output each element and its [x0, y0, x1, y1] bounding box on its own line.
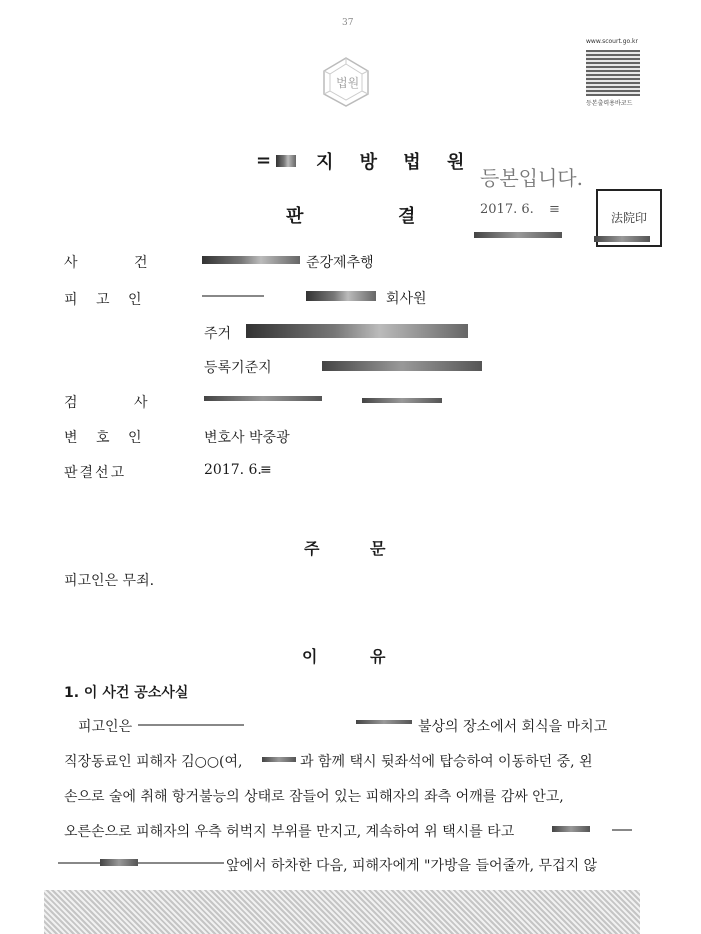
redacted-p4: [552, 826, 590, 832]
redacted-p5-b: [100, 859, 138, 866]
doc-type-left: 판: [286, 206, 304, 227]
order-title-left: 주: [304, 539, 320, 558]
p5: 앞에서 하차한 다음, 피해자에게 "가방을 들어줄까, 무겁지 않: [226, 858, 598, 874]
p4: 오른손으로 피해자의 우측 허벅지 부위를 만지고, 계속하여 위 택시를 타고: [64, 824, 515, 840]
redacted-prosecutor-1: [204, 396, 322, 401]
address-label: 주거: [204, 326, 232, 342]
order-title-right: 문: [370, 539, 386, 558]
verdict-date-value: 2017. 6.: [204, 462, 262, 478]
certified-stamp: 등본입니다.: [480, 166, 583, 190]
p1-start: 피고인은: [78, 719, 133, 735]
redacted-seal: [594, 236, 650, 242]
qr-caption: 등본출력용바코드: [586, 100, 633, 107]
seal-text: 法院印: [610, 211, 647, 225]
verdict-date-mark: ≡: [260, 462, 272, 478]
reasons-title-right: 유: [370, 647, 386, 666]
emblem-text: 법원: [336, 76, 360, 90]
redacted-registry: [322, 361, 482, 371]
scan-mark: 37: [342, 18, 354, 28]
redacted-court: [276, 155, 296, 167]
redacted-address: [246, 324, 468, 338]
certified-date: 2017. 6.: [480, 202, 534, 217]
order-text: 피고인은 무죄.: [64, 573, 155, 589]
prosecutor-label: 검 사: [64, 395, 148, 411]
qr-url: www.scourt.go.kr: [586, 38, 638, 45]
redacted-defendant-name: [202, 295, 264, 297]
doc-type-right: 결: [398, 206, 416, 227]
certified-date-mark: ≡: [549, 202, 560, 217]
p2-b: 과 함께 택시 뒷좌석에 탑승하여 이동하던 중, 왼: [300, 754, 593, 770]
court-name: 지 방 법 원: [316, 152, 475, 173]
qr-code-icon: [586, 50, 640, 96]
redacted-p5: [58, 862, 224, 864]
redacted-p1-b: [356, 720, 412, 724]
redacted-p1-a: [138, 724, 244, 726]
reasons-title-left: 이: [302, 647, 318, 666]
defendant-job: 회사원: [386, 291, 427, 307]
redacted-p2: [262, 757, 296, 762]
case-value: 준강제추행: [306, 255, 374, 271]
p3: 손으로 술에 취해 항거불능의 상태로 잠들어 있는 피해자의 좌측 어깨를 감싸 안고,: [64, 789, 564, 805]
defendant-label: 피 고 인: [64, 292, 142, 308]
counsel-value: 변호사 박중광: [204, 430, 290, 446]
case-label: 사 건: [64, 255, 148, 271]
redacted-case-number: [202, 256, 300, 264]
redacted-certifier: [474, 232, 562, 238]
section-heading: 1. 이 사건 공소사실: [64, 685, 189, 701]
counsel-label: 변 호 인: [64, 430, 142, 446]
scan-noise-band: [44, 890, 640, 934]
p2-a: 직장동료인 피해자 김○○(여,: [64, 754, 243, 770]
redacted-defendant-id: [306, 291, 376, 301]
p1-end: 불상의 장소에서 회식을 마치고: [418, 719, 608, 735]
verdict-date-label: 판결선고: [64, 465, 127, 481]
redacted-p4-b: [612, 829, 632, 831]
court-mark: =: [256, 150, 272, 171]
registry-label: 등록기준지: [204, 360, 272, 376]
redacted-prosecutor-2: [362, 398, 442, 403]
